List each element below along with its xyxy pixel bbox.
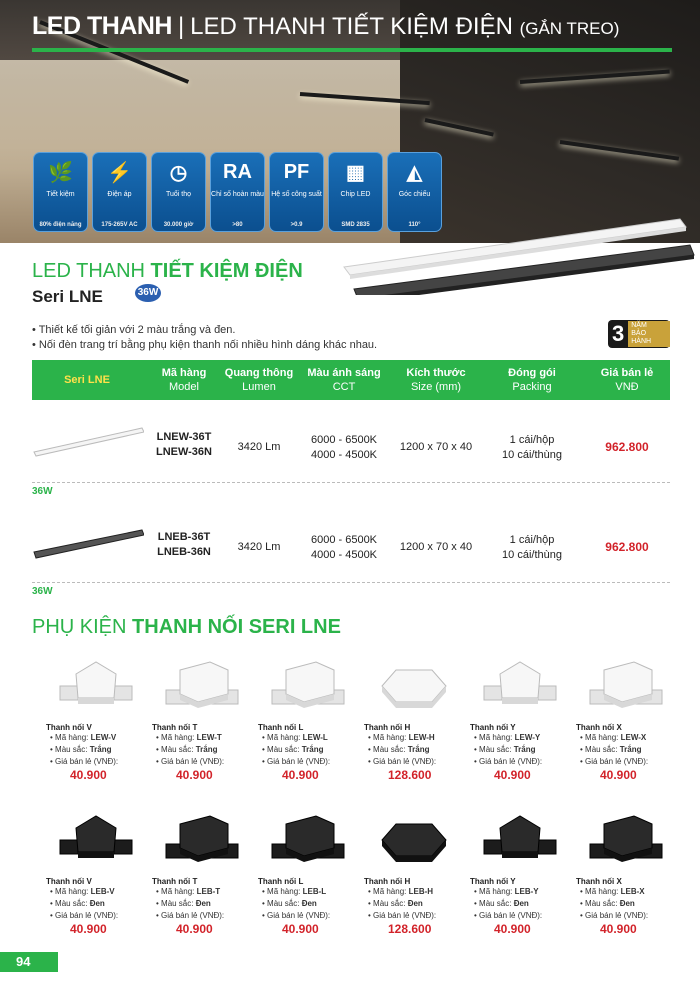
feature-tile — [210, 152, 265, 232]
accessory-code: • Mã hàng: LEW-H — [368, 733, 435, 742]
price-cell: 962.800 — [605, 540, 649, 554]
feature-value: >0.9 — [290, 222, 303, 228]
connector-h-image — [374, 810, 454, 870]
accessory-name: Thanh nối X — [576, 723, 622, 732]
accessory-price-label: • Giá bán lẻ (VNĐ): — [156, 911, 225, 920]
accessory-color: • Màu sắc: Trắng — [156, 745, 218, 754]
ra-icon: RA — [223, 160, 252, 183]
lumen-cell: 3420 Lm — [237, 441, 281, 453]
header-lumen: Quang thông Lumen — [224, 367, 294, 393]
product-bar-image — [336, 215, 696, 295]
accessory-price-label: • Giá bán lẻ (VNĐ): — [580, 911, 649, 920]
lightning-icon: ⚡ — [107, 161, 132, 184]
accessory-name: Thanh nối V — [46, 723, 92, 732]
accessory-price: 128.600 — [388, 922, 432, 936]
feature-tile — [151, 152, 206, 232]
accessory-code: • Mã hàng: LEW-T — [156, 733, 222, 742]
page-number: 94 — [0, 952, 58, 972]
accessory-color: • Màu sắc: Đen — [262, 899, 317, 908]
chip-icon: ▦ — [346, 161, 365, 184]
feature-value: 175-265V AC — [101, 222, 138, 228]
feature-value: 110° — [408, 222, 421, 228]
section-heading — [32, 260, 303, 283]
heading-normal: PHỤ KIỆN — [32, 616, 133, 638]
accessory-card — [152, 656, 256, 782]
accessory-code: • Mã hàng: LEB-H — [368, 887, 434, 896]
accessory-code: • Mã hàng: LEW-X — [580, 733, 647, 742]
accessory-card — [576, 656, 680, 782]
connector-x-image — [586, 656, 666, 716]
accessory-price-label: • Giá bán lẻ (VNĐ): — [368, 757, 437, 766]
feature-label: Hệ số công suất — [271, 191, 322, 198]
bullet-item: • Thiết kế tối giản với 2 màu trắng và đen. — [32, 324, 236, 336]
feature-value: SMD 2835 — [341, 222, 370, 228]
connector-y-image — [480, 810, 560, 870]
header-price: Giá bán lẻ VNĐ — [600, 367, 654, 393]
accessory-card — [46, 656, 150, 782]
feature-value: 30.000 giờ — [163, 222, 194, 228]
accessory-code: • Mã hàng: LEW-Y — [474, 733, 541, 742]
connector-t-image — [162, 656, 242, 716]
accessory-name: Thanh nối L — [258, 723, 304, 732]
accessory-card — [152, 810, 256, 936]
feature-label: Điện áp — [107, 191, 132, 198]
accessory-price: 40.900 — [176, 922, 213, 936]
leaf-icon: 🌿 — [48, 161, 73, 184]
accessory-name: Thanh nối T — [152, 723, 198, 732]
accessory-card — [46, 810, 150, 936]
accessory-price: 40.900 — [600, 768, 637, 782]
accessory-name: Thanh nối L — [258, 877, 304, 886]
accessory-card — [576, 810, 680, 936]
model-cell: LNEB-36T LNEB-36N — [157, 531, 211, 558]
header-series: Seri LNE — [64, 374, 110, 386]
accessory-color: • Màu sắc: Đen — [474, 899, 529, 908]
header-cct: Màu ánh sáng CCT — [307, 367, 381, 393]
packing-cell: 1 cái/hộp 10 cái/thùng — [502, 434, 562, 461]
header-size: Kích thước Size (mm) — [406, 367, 466, 393]
accessory-code: • Mã hàng: LEB-L — [262, 887, 327, 896]
title-underline — [32, 48, 672, 52]
connector-l-image — [268, 656, 348, 716]
warranty-badge — [608, 320, 670, 348]
clock-icon: ◷ — [169, 161, 188, 184]
accessory-price: 40.900 — [176, 768, 213, 782]
feature-tile — [92, 152, 147, 232]
accessory-code: • Mã hàng: LEW-L — [262, 733, 328, 742]
warranty-text-2: BẢO HÀNH — [631, 330, 652, 345]
accessory-code: • Mã hàng: LEB-V — [50, 887, 115, 896]
warranty-text — [628, 321, 670, 347]
heading-normal: LED THANH — [32, 260, 151, 282]
accessory-name: Thanh nối Y — [470, 877, 516, 886]
feature-tile — [269, 152, 324, 232]
accessory-price-label: • Giá bán lẻ (VNĐ): — [474, 911, 543, 920]
accessory-card — [258, 656, 362, 782]
feature-value: >80 — [232, 222, 243, 228]
header-packing: Đóng gói Packing — [508, 367, 556, 393]
cct-cell: 6000 - 6500K 4000 - 4500K — [310, 434, 378, 461]
accessory-color: • Màu sắc: Trắng — [262, 745, 324, 754]
connector-y-image — [480, 656, 560, 716]
title-small: (GẮN TREO) — [519, 19, 620, 38]
lumen-cell: 3420 Lm — [237, 541, 281, 553]
header-model: Mã hàng Model — [161, 367, 207, 393]
watt-label: 36W — [32, 486, 53, 497]
accessory-price: 40.900 — [494, 768, 531, 782]
accessory-code: • Mã hàng: LEB-X — [580, 887, 645, 896]
size-cell: 1200 x 70 x 40 — [399, 441, 473, 453]
accessory-name: Thanh nối X — [576, 877, 622, 886]
feature-label: Chỉ số hoàn màu — [211, 191, 264, 198]
table-header — [32, 360, 670, 400]
feature-tile — [33, 152, 88, 232]
accessory-card — [470, 810, 574, 936]
bullet-item: • Nối đèn trang trí bằng phụ kiện thanh nối nhiều hình dáng khác nhau. — [32, 339, 378, 351]
hero-banner — [0, 0, 700, 243]
accessory-price-label: • Giá bán lẻ (VNĐ): — [262, 757, 331, 766]
title-bold: LED THANH — [32, 12, 172, 40]
watt-badge: 36W — [135, 284, 161, 302]
accessory-color: • Màu sắc: Đen — [156, 899, 211, 908]
accessory-price-label: • Giá bán lẻ (VNĐ): — [50, 911, 119, 920]
watt-label: 36W — [32, 586, 53, 597]
accessory-price: 40.900 — [494, 922, 531, 936]
feature-value: 80% điện năng — [39, 222, 82, 228]
size-cell: 1200 x 70 x 40 — [399, 541, 473, 553]
price-cell: 962.800 — [605, 440, 649, 454]
feature-label: Tiết kiệm — [46, 191, 75, 198]
accessory-price: 40.900 — [600, 922, 637, 936]
table-row — [32, 500, 670, 600]
warranty-text-1: NĂM — [631, 322, 647, 329]
accessory-price-label: • Giá bán lẻ (VNĐ): — [580, 757, 649, 766]
connector-v-image — [56, 656, 136, 716]
feature-label: Chip LED — [340, 191, 371, 198]
accessory-color: • Màu sắc: Trắng — [368, 745, 430, 754]
feature-label: Tuổi thọ — [165, 191, 192, 198]
connector-t-image — [162, 810, 242, 870]
warranty-years: 3 — [612, 321, 625, 346]
accessory-color: • Màu sắc: Đen — [368, 899, 423, 908]
banner-title — [32, 12, 619, 41]
model-cell: LNEW-36T LNEW-36N — [155, 431, 212, 458]
accessory-price-label: • Giá bán lẻ (VNĐ): — [368, 911, 437, 920]
feature-bullets — [32, 323, 377, 353]
accessory-name: Thanh nối T — [152, 877, 198, 886]
accessory-color: • Màu sắc: Đen — [50, 899, 105, 908]
accessory-color: • Màu sắc: Đen — [580, 899, 635, 908]
accessory-card — [258, 810, 362, 936]
accessory-name: Thanh nối Y — [470, 723, 516, 732]
accessory-color: • Màu sắc: Trắng — [474, 745, 536, 754]
accessory-color: • Màu sắc: Trắng — [50, 745, 112, 754]
connector-h-image — [374, 656, 454, 716]
accessory-price: 40.900 — [282, 768, 319, 782]
accessory-name: Thanh nối V — [46, 877, 92, 886]
connector-v-image — [56, 810, 136, 870]
accessory-price: 40.900 — [70, 768, 107, 782]
accessory-code: • Mã hàng: LEW-V — [50, 733, 117, 742]
table-row — [32, 400, 670, 500]
cct-cell: 6000 - 6500K 4000 - 4500K — [310, 534, 378, 561]
pf-icon: PF — [283, 160, 310, 183]
accessory-card — [364, 656, 468, 782]
accessory-price: 40.900 — [282, 922, 319, 936]
accessory-price-label: • Giá bán lẻ (VNĐ): — [262, 911, 331, 920]
accessory-card — [364, 810, 468, 936]
accessories-heading — [32, 616, 341, 639]
accessory-name: Thanh nối H — [364, 723, 411, 732]
connector-l-image — [268, 810, 348, 870]
black-bar-thumb — [32, 522, 144, 562]
heading-bold: TIẾT KIỆM ĐIỆN — [150, 260, 303, 282]
accessory-price: 128.600 — [388, 768, 432, 782]
accessory-color: • Màu sắc: Trắng — [580, 745, 642, 754]
row-divider — [32, 482, 670, 483]
accessory-price-label: • Giá bán lẻ (VNĐ): — [156, 757, 225, 766]
accessory-price-label: • Giá bán lẻ (VNĐ): — [474, 757, 543, 766]
beam-angle-icon: ◭ — [406, 161, 423, 184]
accessory-code: • Mã hàng: LEB-T — [156, 887, 221, 896]
white-bar-thumb — [32, 422, 144, 462]
connector-x-image — [586, 810, 666, 870]
accessory-price: 40.900 — [70, 922, 107, 936]
row-divider — [32, 582, 670, 583]
accessory-card — [470, 656, 574, 782]
accessory-price-label: • Giá bán lẻ (VNĐ): — [50, 757, 119, 766]
title-main: LED THANH TIẾT KIỆM ĐIỆN — [190, 13, 513, 40]
accessory-name: Thanh nối H — [364, 877, 411, 886]
title-separator: | — [177, 13, 185, 40]
packing-cell: 1 cái/hộp 10 cái/thùng — [502, 534, 562, 561]
heading-bold: THANH NỐI SERI LNE — [132, 616, 341, 638]
accessory-code: • Mã hàng: LEB-Y — [474, 887, 539, 896]
feature-label: Góc chiếu — [398, 191, 431, 198]
series-name: Seri LNE — [32, 287, 103, 306]
